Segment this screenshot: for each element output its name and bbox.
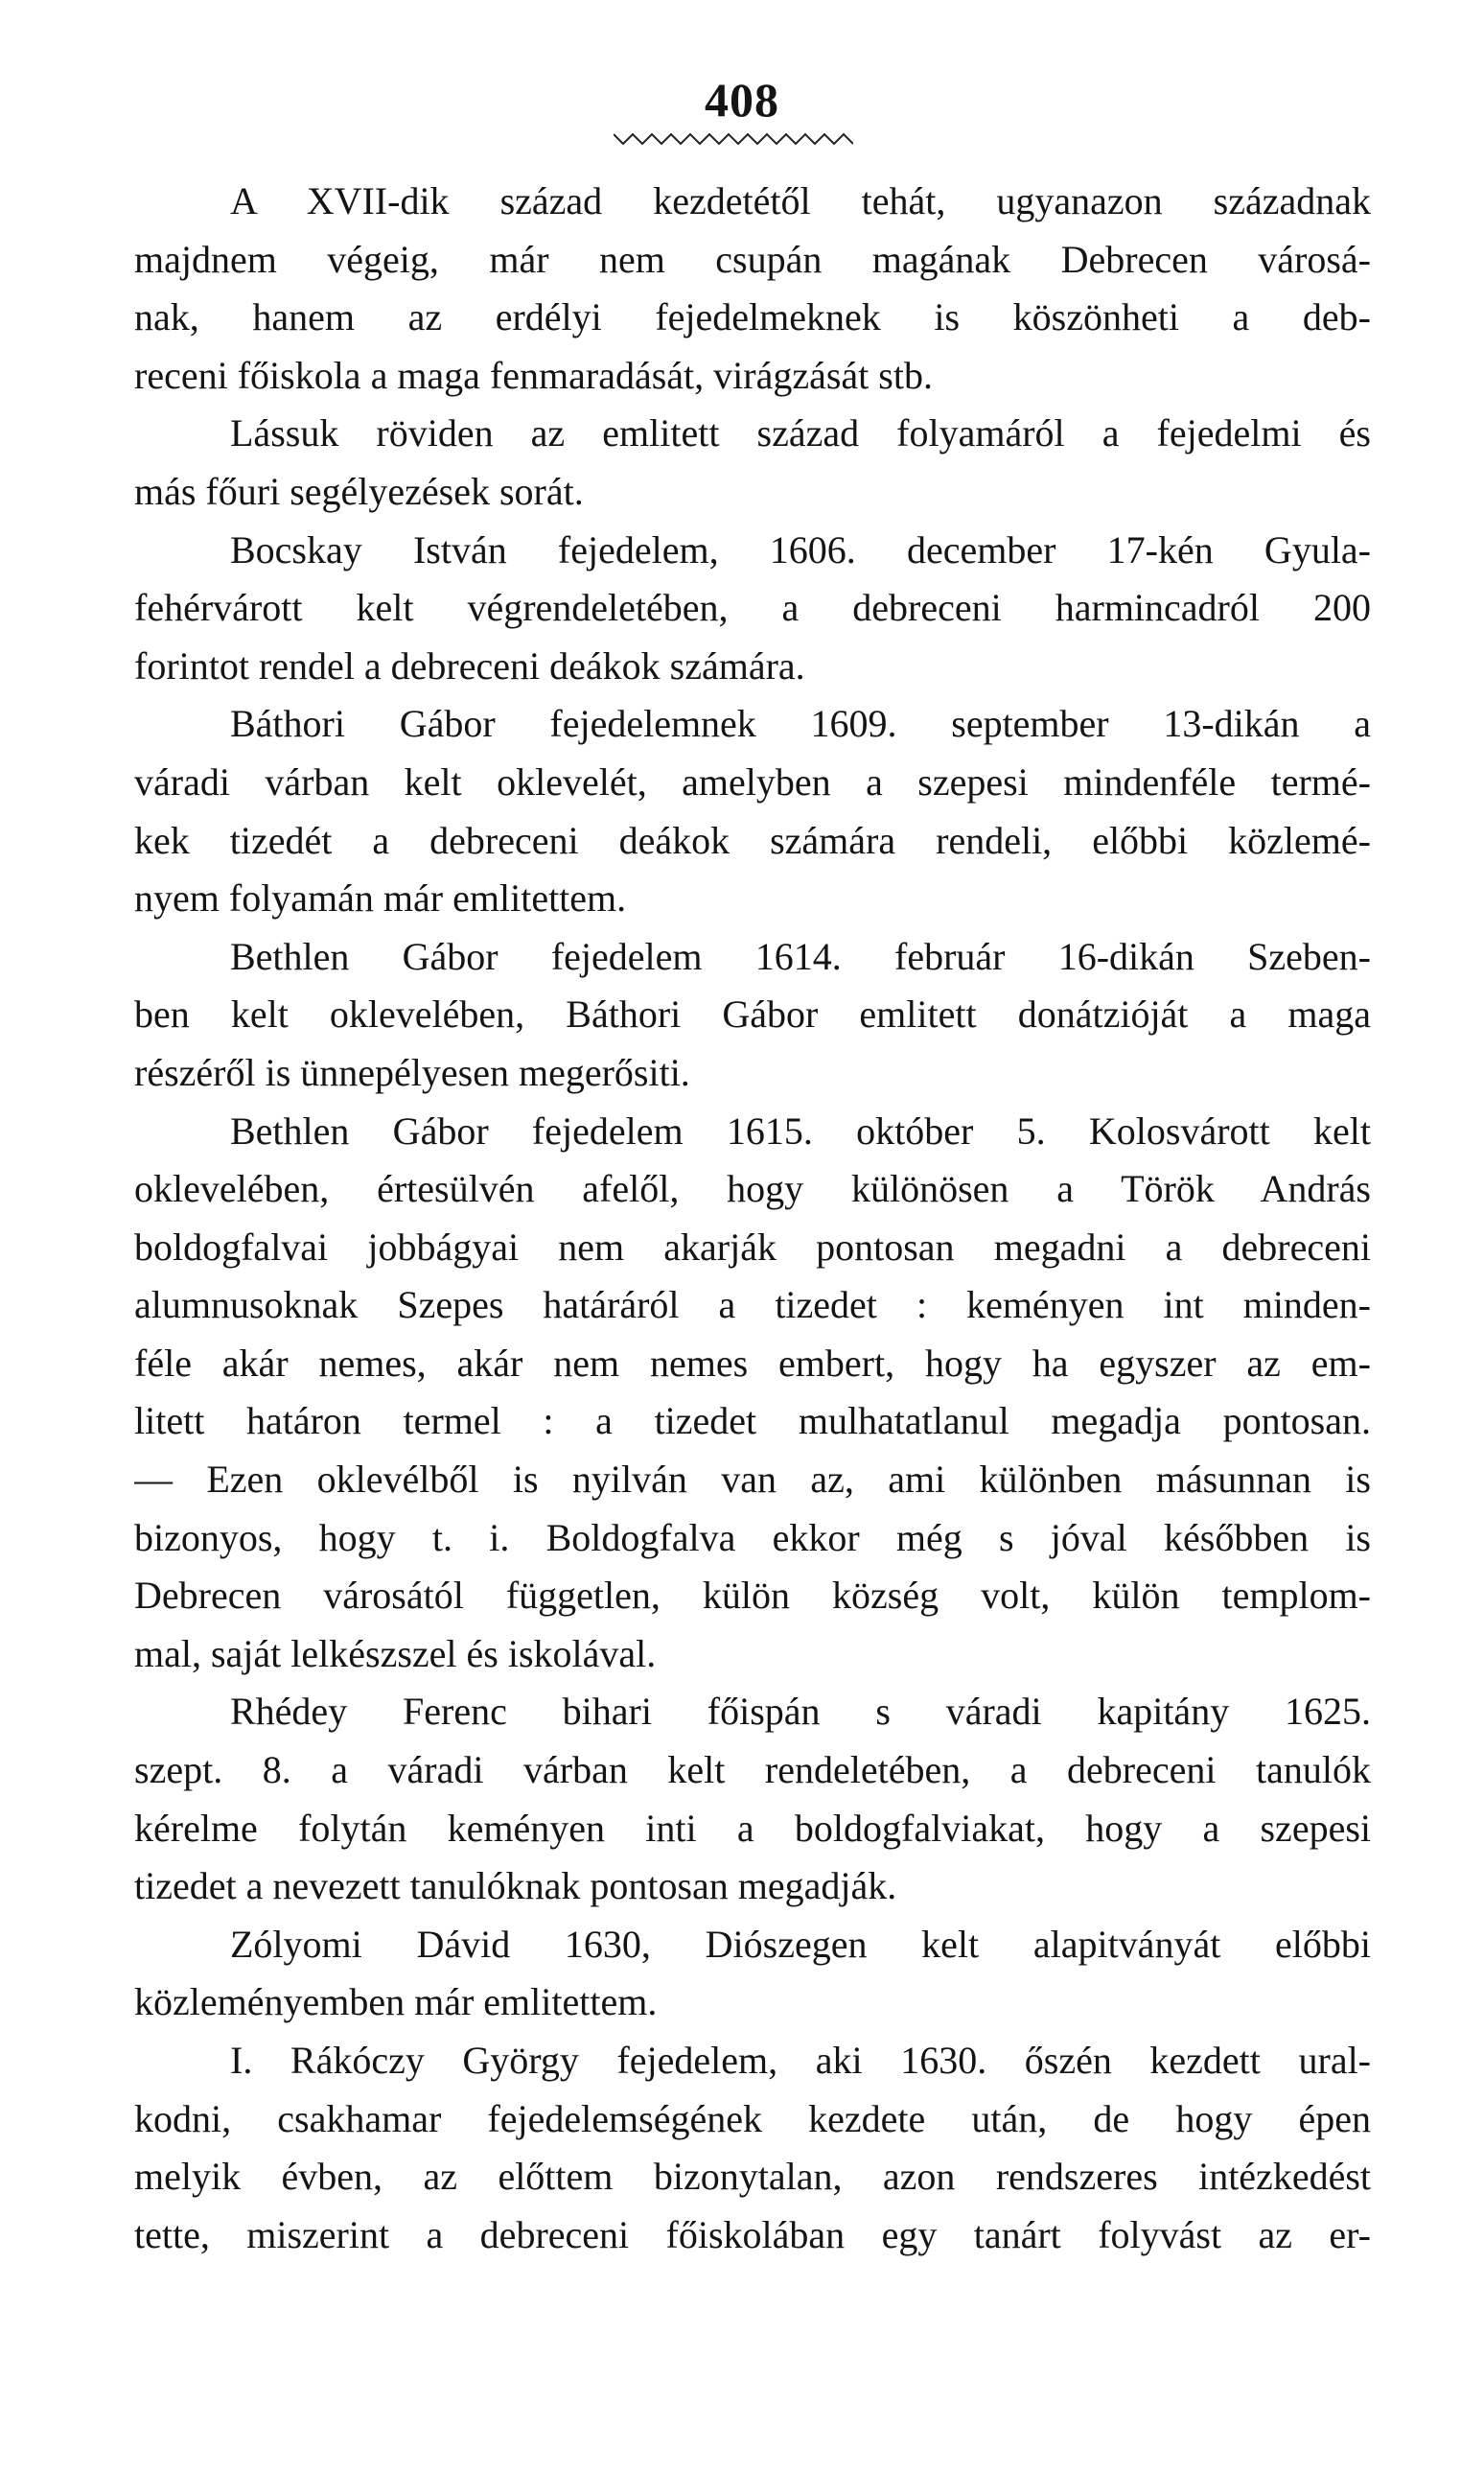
text-line: forintot rendel a debreceni deákok számára. [134, 643, 805, 688]
text-line: alumnusoknak Szepes határáról a tizedet : keményen int minden- [134, 1283, 1371, 1327]
text-line: receni főiskola a maga fenmaradását, virágzását stb. [134, 353, 933, 397]
text-line: nak, hanem az erdélyi fejedelmeknek is köszönheti a deb- [134, 295, 1371, 339]
text-line: Báthori Gábor fejedelemnek 1609. september 13-dikán a [230, 702, 1371, 746]
text-line: váradi várban kelt oklevelét, amelyben a szepesi mindenféle termé- [134, 759, 1371, 804]
text-line: bizonyos, hogy t. i. Boldogfalva ekkor még s jóval későbben is [134, 1515, 1371, 1559]
text-line: majdnem végeig, már nem csupán magának Debrecen városá- [134, 237, 1371, 281]
text-line: oklevelében, értesülvén afelől, hogy különösen a Török András [134, 1167, 1371, 1211]
text-line: szept. 8. a váradi várban kelt rendeletében, a debreceni tanulók [134, 1748, 1371, 1792]
text-line: I. Rákóczy György fejedelem, aki 1630. őszén kezdett ural- [230, 2039, 1371, 2082]
text-line: Bethlen Gábor fejedelem 1614. február 16-dikán Szeben- [230, 934, 1371, 978]
text-line: kérelme folytán keményen inti a boldogfalviakat, hogy a szepesi [134, 1806, 1371, 1850]
text-line: A XVII-dik század kezdetétől tehát, ugyanazon századnak [230, 179, 1371, 222]
text-line: közleményemben már emlitettem. [134, 1980, 658, 2024]
text-line: Lássuk röviden az emlitett század folyamáról a fejedelmi és [230, 411, 1371, 455]
page-number: 408 [705, 73, 779, 127]
text-line: részéről is ünnepélyesen megerősiti. [134, 1050, 690, 1094]
text-line: Bocskay István fejedelem, 1606. december 17-kén Gyula- [230, 527, 1371, 572]
text-line: tette, miszerint a debreceni főiskolában egy tanárt folyvást az er- [134, 2212, 1371, 2256]
text-line: fehérvárott kelt végrendeletében, a debreceni harmincadról 200 [134, 586, 1371, 630]
text-line: melyik évben, az előttem bizonytalan, azon rendszeres intézkedést [134, 2155, 1371, 2199]
text-line: Rhédey Ferenc bihari főispán s váradi kapitány 1625. [230, 1690, 1371, 1734]
text-line: féle akár nemes, akár nem nemes embert, hogy ha egyszer az em- [134, 1341, 1371, 1385]
text-line: mal, saját lelkészszel és iskolával. [134, 1631, 657, 1675]
page-number-ornament [614, 130, 853, 150]
text-line: ben kelt oklevelében, Báthori Gábor emlitett donátzióját a maga [134, 992, 1371, 1037]
text-line: kodni, csakhamar fejedelemségének kezdete után, de hogy épen [134, 2096, 1371, 2140]
body-text [134, 173, 1371, 2264]
text-line: nyem folyamán már emlitettem. [134, 876, 627, 921]
text-line: Zólyomi Dávid 1630, Diószegen kelt alapitványát előbbi [230, 1922, 1371, 1966]
text-line: boldogfalvai jobbágyai nem akarják pontosan megadni a debreceni [134, 1225, 1371, 1269]
text-line: Debrecen városától független, külön község volt, külön templom- [134, 1574, 1371, 1618]
text-line: Bethlen Gábor fejedelem 1615. október 5. Kolosvárott kelt [230, 1109, 1371, 1153]
text-line: kek tizedét a debreceni deákok számára rendeli, előbbi közlemé- [134, 818, 1371, 862]
text-line: litett határon termel : a tizedet mulhatatlanul megadja pontosan. [134, 1399, 1371, 1443]
text-line: más főuri segélyezések sorát. [134, 469, 584, 513]
text-line: tizedet a nevezett tanulóknak pontosan megadják. [134, 1864, 897, 1908]
text-line: — Ezen oklevélből is nyilván van az, ami különben másunnan is [134, 1458, 1371, 1502]
